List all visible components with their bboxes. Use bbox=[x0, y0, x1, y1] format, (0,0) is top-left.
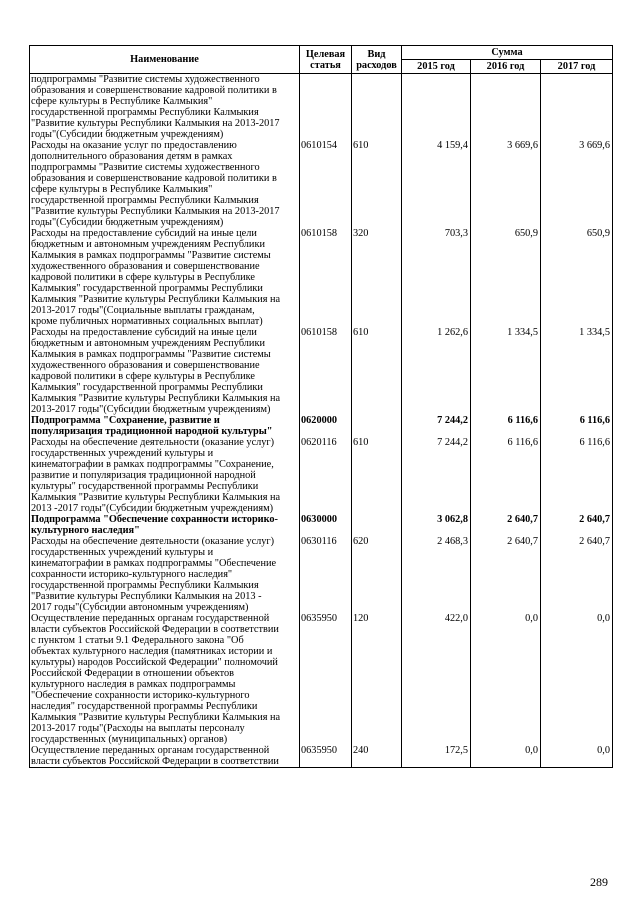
row-name-line: популяризация традиционной народной культуры" bbox=[31, 426, 273, 437]
row-name-line: развитие и популяризация традиционной народной bbox=[31, 470, 256, 481]
row-name-line: кинематографии в рамках подпрограммы "Обеспечение bbox=[31, 558, 277, 569]
row-name-line: 2017 годы"(Субсидии автономным учреждениям) bbox=[31, 602, 249, 613]
row-target-article: 0620116 bbox=[300, 437, 352, 514]
row-name-line: государственной программы Республики Калмыкия bbox=[31, 107, 259, 118]
row-name-line: Калмыкия "Развитие культуры Республики Калмыкия на bbox=[31, 492, 281, 503]
table-row bbox=[30, 536, 613, 613]
row-sum-2016: 650,9 bbox=[471, 228, 541, 327]
row-sum-2015: 422,0 bbox=[402, 613, 471, 745]
table-header bbox=[30, 46, 613, 74]
row-expense-type: 610 bbox=[352, 327, 402, 415]
row-name bbox=[30, 415, 300, 437]
row-sum-2015: 3 062,8 bbox=[402, 514, 471, 536]
row-name-line: культуры" государственной программы Республики bbox=[31, 481, 259, 492]
row-name-line: Расходы на обеспечение деятельности (оказание услуг) bbox=[31, 536, 275, 547]
row-name-line: Расходы на оказание услуг по предоставлению bbox=[31, 140, 237, 151]
row-name-line: 2013 -2017 годы"(Субсидии бюджетным учреждениям) bbox=[31, 503, 274, 514]
row-expense-type: 320 bbox=[352, 228, 402, 327]
row-name-line: дополнительного образования детям в рамках bbox=[31, 151, 233, 162]
row-sum-2015: 172,5 bbox=[402, 745, 471, 768]
row-target-article: 0610158 bbox=[300, 228, 352, 327]
row-name-line: Калмыкия "Развитие культуры Республики Калмыкия на bbox=[31, 712, 281, 723]
row-sum-2017: 1 334,5 bbox=[541, 327, 613, 415]
row-sum-2016: 0,0 bbox=[471, 613, 541, 745]
row-name-line: бюджетным и автономным учреждениям Республики bbox=[31, 338, 265, 349]
row-sum-2017: 0,0 bbox=[541, 745, 613, 768]
row-name-line: Расходы на обеспечение деятельности (оказание услуг) bbox=[31, 437, 275, 448]
row-name-line: кадровой политики в сфере культуры в Республике bbox=[31, 371, 255, 382]
row-sum-2017: 0,0 bbox=[541, 613, 613, 745]
row-sum-2017: 650,9 bbox=[541, 228, 613, 327]
row-name-line: объектах культурного наследия (памятниках истории и bbox=[31, 646, 273, 657]
row-sum-2017: 6 116,6 bbox=[541, 415, 613, 437]
row-name-line: власти субъектов Российской Федерации в соответствии bbox=[31, 624, 279, 635]
table-row bbox=[30, 514, 613, 536]
row-name-line: Осуществление переданных органам государственной bbox=[31, 745, 270, 756]
row-name-line: Калмыкия" государственной программы Республики bbox=[31, 283, 263, 294]
row-target-article: 0635950 bbox=[300, 745, 352, 768]
row-target-article: 0610158 bbox=[300, 327, 352, 415]
budget-table bbox=[29, 45, 613, 768]
row-name-line: Калмыкия "Развитие культуры Республики Калмыкия на bbox=[31, 393, 281, 404]
row-name-line: "Развитие культуры Республики Калмыкия на 2013-2017 bbox=[31, 118, 280, 129]
row-name-line: Калмыкия в рамках подпрограммы "Развитие системы bbox=[31, 250, 271, 261]
row-name-line: подпрограммы "Развитие системы художественного bbox=[31, 74, 260, 85]
row-sum-2016: 1 334,5 bbox=[471, 327, 541, 415]
row-expense-type bbox=[352, 514, 402, 536]
header-target-article: Целевая статья bbox=[300, 46, 352, 74]
row-sum-2015: 1 262,6 bbox=[402, 327, 471, 415]
row-name-line: кинематографии в рамках подпрограммы "Сохранение, bbox=[31, 459, 274, 470]
header-year-2017: 2017 год bbox=[541, 60, 613, 74]
table-row bbox=[30, 327, 613, 415]
row-sum-2016: 6 116,6 bbox=[471, 415, 541, 437]
header-sum: Сумма bbox=[402, 46, 613, 60]
row-name-line: государственных (муниципальных) органов) bbox=[31, 734, 228, 745]
row-name-line: с пунктом 1 статьи 9.1 Федерального закона "Об bbox=[31, 635, 244, 646]
row-name-line: государственной программы Республики Калмыкия bbox=[31, 195, 259, 206]
row-name-line: культурного наследия" bbox=[31, 525, 140, 536]
header-expense-type: Вид расходов bbox=[352, 46, 402, 74]
row-name-line: государственных учреждений культуры и bbox=[31, 547, 214, 558]
table-row bbox=[30, 415, 613, 437]
table-row bbox=[30, 613, 613, 745]
row-name-line: образования и совершенствование кадровой политики в bbox=[31, 173, 277, 184]
row-expense-type: 610 bbox=[352, 140, 402, 228]
row-name-line: бюджетным и автономным учреждениям Республики bbox=[31, 239, 265, 250]
row-name bbox=[30, 536, 300, 613]
table-row bbox=[30, 437, 613, 514]
row-name bbox=[30, 514, 300, 536]
row-name-line: Подпрограмма "Сохранение, развитие и bbox=[31, 415, 220, 426]
row-name bbox=[30, 74, 300, 141]
row-name-line: сфере культуры в Республике Калмыкия" bbox=[31, 96, 213, 107]
row-name-line: кадровой политики в сфере культуры в Республике bbox=[31, 272, 255, 283]
row-name-line: власти субъектов Российской Федерации в соответствии bbox=[31, 756, 279, 767]
table-row bbox=[30, 140, 613, 228]
row-sum-2017: 2 640,7 bbox=[541, 514, 613, 536]
row-name-line: годы"(Субсидии бюджетным учреждениям) bbox=[31, 129, 224, 140]
row-sum-2016: 2 640,7 bbox=[471, 536, 541, 613]
row-name-line: 2013-2017 годы"(Социальные выплаты гражданам, bbox=[31, 305, 255, 316]
table-row bbox=[30, 74, 613, 141]
row-name-line: Калмыкия "Развитие культуры Республики Калмыкия на bbox=[31, 294, 281, 305]
row-name-line: культурного наследия в рамках подпрограммы bbox=[31, 679, 236, 690]
row-target-article: 0610154 bbox=[300, 140, 352, 228]
row-name-line: государственных учреждений культуры и bbox=[31, 448, 214, 459]
row-sum-2015: 703,3 bbox=[402, 228, 471, 327]
row-target-article: 0630000 bbox=[300, 514, 352, 536]
row-sum-2015 bbox=[402, 74, 471, 141]
row-expense-type: 610 bbox=[352, 437, 402, 514]
row-name-line: кроме публичных нормативных социальных выплат) bbox=[31, 316, 263, 327]
row-expense-type bbox=[352, 74, 402, 141]
row-target-article: 0630116 bbox=[300, 536, 352, 613]
row-sum-2015: 7 244,2 bbox=[402, 415, 471, 437]
row-name bbox=[30, 745, 300, 768]
row-name-line: Подпрограмма "Обеспечение сохранности историко- bbox=[31, 514, 278, 525]
row-target-article bbox=[300, 74, 352, 141]
row-sum-2016: 2 640,7 bbox=[471, 514, 541, 536]
row-name bbox=[30, 140, 300, 228]
row-target-article: 0635950 bbox=[300, 613, 352, 745]
row-name-line: Осуществление переданных органам государственной bbox=[31, 613, 270, 624]
table-row bbox=[30, 745, 613, 768]
row-name-line: подпрограммы "Развитие системы художественного bbox=[31, 162, 260, 173]
row-name-line: Российской Федерации в отношении объектов bbox=[31, 668, 235, 679]
row-name-line: Калмыкия в рамках подпрограммы "Развитие системы bbox=[31, 349, 271, 360]
row-target-article: 0620000 bbox=[300, 415, 352, 437]
row-name bbox=[30, 228, 300, 327]
row-name-line: сохранности историко-культурного наследия" bbox=[31, 569, 233, 580]
row-name-line: Калмыкия" государственной программы Республики bbox=[31, 382, 263, 393]
row-name-line: 2013-2017 годы"(Субсидии бюджетным учреждениям) bbox=[31, 404, 271, 415]
row-sum-2016: 0,0 bbox=[471, 745, 541, 768]
row-name-line: художественного образования и совершенствование bbox=[31, 360, 260, 371]
row-name-line: 2013-2017 годы"(Расходы на выплаты персоналу bbox=[31, 723, 245, 734]
row-name-line: образования и совершенствование кадровой политики в bbox=[31, 85, 277, 96]
row-name-line: государственной программы Республики Калмыкия bbox=[31, 580, 259, 591]
row-name bbox=[30, 613, 300, 745]
row-sum-2016 bbox=[471, 74, 541, 141]
row-name bbox=[30, 437, 300, 514]
page-number: 289 bbox=[590, 875, 608, 889]
row-name-line: культуры) народов Российской Федерации" полномочий bbox=[31, 657, 278, 668]
row-name-line: годы"(Субсидии бюджетным учреждениям) bbox=[31, 217, 224, 228]
table-row bbox=[30, 228, 613, 327]
row-name bbox=[30, 327, 300, 415]
row-name-line: Расходы на предоставление субсидий на иные цели bbox=[31, 228, 257, 239]
row-name-line: наследия" государственной программы Республики bbox=[31, 701, 258, 712]
row-sum-2015: 4 159,4 bbox=[402, 140, 471, 228]
row-expense-type bbox=[352, 415, 402, 437]
row-name-line: художественного образования и совершенствование bbox=[31, 261, 260, 272]
header-year-2016: 2016 год bbox=[471, 60, 541, 74]
row-sum-2015: 7 244,2 bbox=[402, 437, 471, 514]
row-sum-2017: 6 116,6 bbox=[541, 437, 613, 514]
table-body bbox=[30, 74, 613, 768]
row-name-line: Расходы на предоставление субсидий на иные цели bbox=[31, 327, 257, 338]
row-sum-2017: 2 640,7 bbox=[541, 536, 613, 613]
row-expense-type: 240 bbox=[352, 745, 402, 768]
row-sum-2017 bbox=[541, 74, 613, 141]
header-year-2015: 2015 год bbox=[402, 60, 471, 74]
row-sum-2016: 6 116,6 bbox=[471, 437, 541, 514]
header-name: Наименование bbox=[30, 46, 300, 74]
row-name-line: сфере культуры в Республике Калмыкия" bbox=[31, 184, 213, 195]
row-name-line: "Обеспечение сохранности историко-культурного bbox=[31, 690, 250, 701]
row-expense-type: 620 bbox=[352, 536, 402, 613]
row-name-line: "Развитие культуры Республики Калмыкия на 2013 - bbox=[31, 591, 262, 602]
row-name-line: "Развитие культуры Республики Калмыкия на 2013-2017 bbox=[31, 206, 280, 217]
row-sum-2015: 2 468,3 bbox=[402, 536, 471, 613]
row-sum-2017: 3 669,6 bbox=[541, 140, 613, 228]
row-sum-2016: 3 669,6 bbox=[471, 140, 541, 228]
row-expense-type: 120 bbox=[352, 613, 402, 745]
